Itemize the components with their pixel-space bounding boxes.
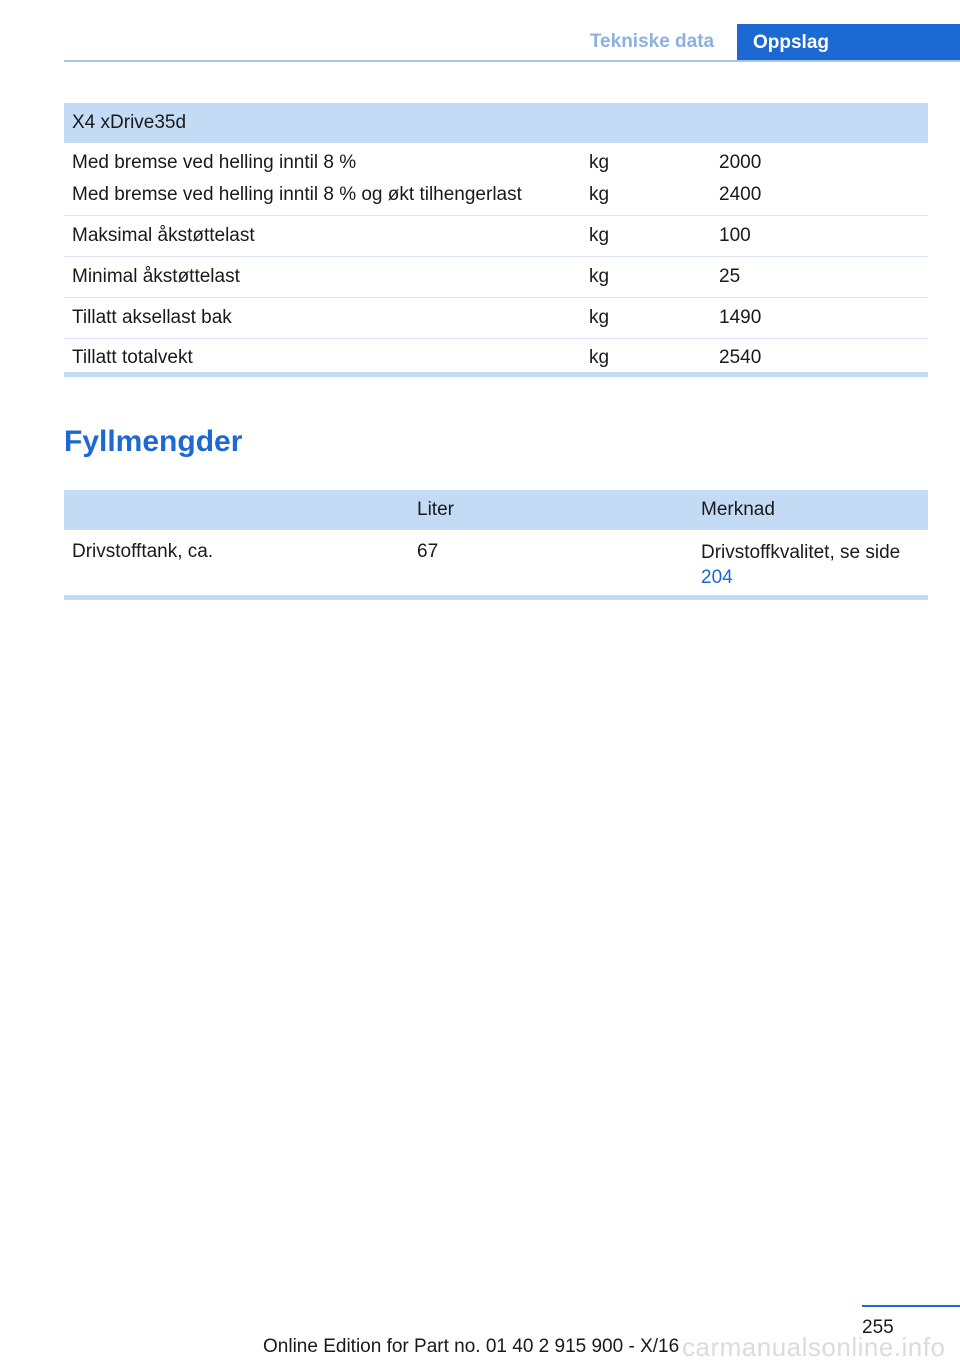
row-unit: kg: [589, 152, 610, 173]
table-row: [64, 256, 928, 297]
fill-item: Drivstofftank, ca.: [72, 541, 214, 562]
tab-oppslag[interactable]: [737, 24, 960, 62]
tab-tekniske-data[interactable]: Tekniske data: [589, 31, 715, 52]
fill-table-header: [64, 490, 928, 530]
spec-table: [64, 103, 928, 377]
table-row: [64, 215, 928, 256]
row-label: Minimal åkstøttelast: [72, 266, 240, 287]
table-row: [64, 338, 928, 372]
spec-table-title: X4 xDrive35d: [64, 103, 928, 143]
row-label: Tillatt totalvekt: [72, 347, 193, 368]
row-value: 2400: [719, 184, 762, 205]
fill-note-text: Drivstoffkvalitet, se side: [701, 542, 901, 563]
table-bottom-rule: [64, 372, 928, 377]
page-header: [0, 0, 960, 62]
fill-table: [64, 490, 928, 600]
table-row: [64, 297, 928, 338]
fill-note: [701, 540, 921, 590]
row-unit: kg: [589, 184, 610, 205]
row-label: Maksimal åkstøttelast: [72, 225, 255, 246]
row-label: Tillatt aksellast bak: [72, 307, 232, 328]
watermark: carmanualsonline.info: [682, 1332, 946, 1362]
page-reference-link[interactable]: 204: [701, 567, 733, 588]
header-liter: Liter: [417, 499, 454, 520]
row-value: 2540: [719, 347, 762, 368]
row-value: 1490: [719, 307, 762, 328]
row-value: 100: [719, 225, 751, 246]
row-unit: kg: [589, 266, 610, 287]
row-label: Med bremse ved helling inntil 8 % og økt tilhengerlast: [72, 184, 522, 205]
table-row: [64, 530, 928, 595]
row-value: 25: [719, 266, 741, 287]
fill-liters: 67: [417, 541, 439, 562]
edition-text: Online Edition for Part no. 01 40 2 915 900 - X/16: [263, 1336, 680, 1357]
row-unit: kg: [589, 347, 610, 368]
header-divider: [64, 60, 960, 62]
footer-divider: [862, 1305, 960, 1307]
row-label: Med bremse ved helling inntil 8 %: [72, 152, 357, 173]
tab-oppslag-label: Oppslag: [753, 32, 830, 53]
table-bottom-rule: [64, 595, 928, 600]
row-value: 2000: [719, 152, 762, 173]
row-unit: kg: [589, 225, 610, 246]
row-unit: kg: [589, 307, 610, 328]
header-merknad: Merknad: [701, 499, 775, 520]
table-row: [64, 175, 928, 215]
section-title: Fyllmengder: [64, 425, 243, 458]
page-number: 255: [862, 1317, 894, 1338]
table-row: [64, 143, 928, 175]
